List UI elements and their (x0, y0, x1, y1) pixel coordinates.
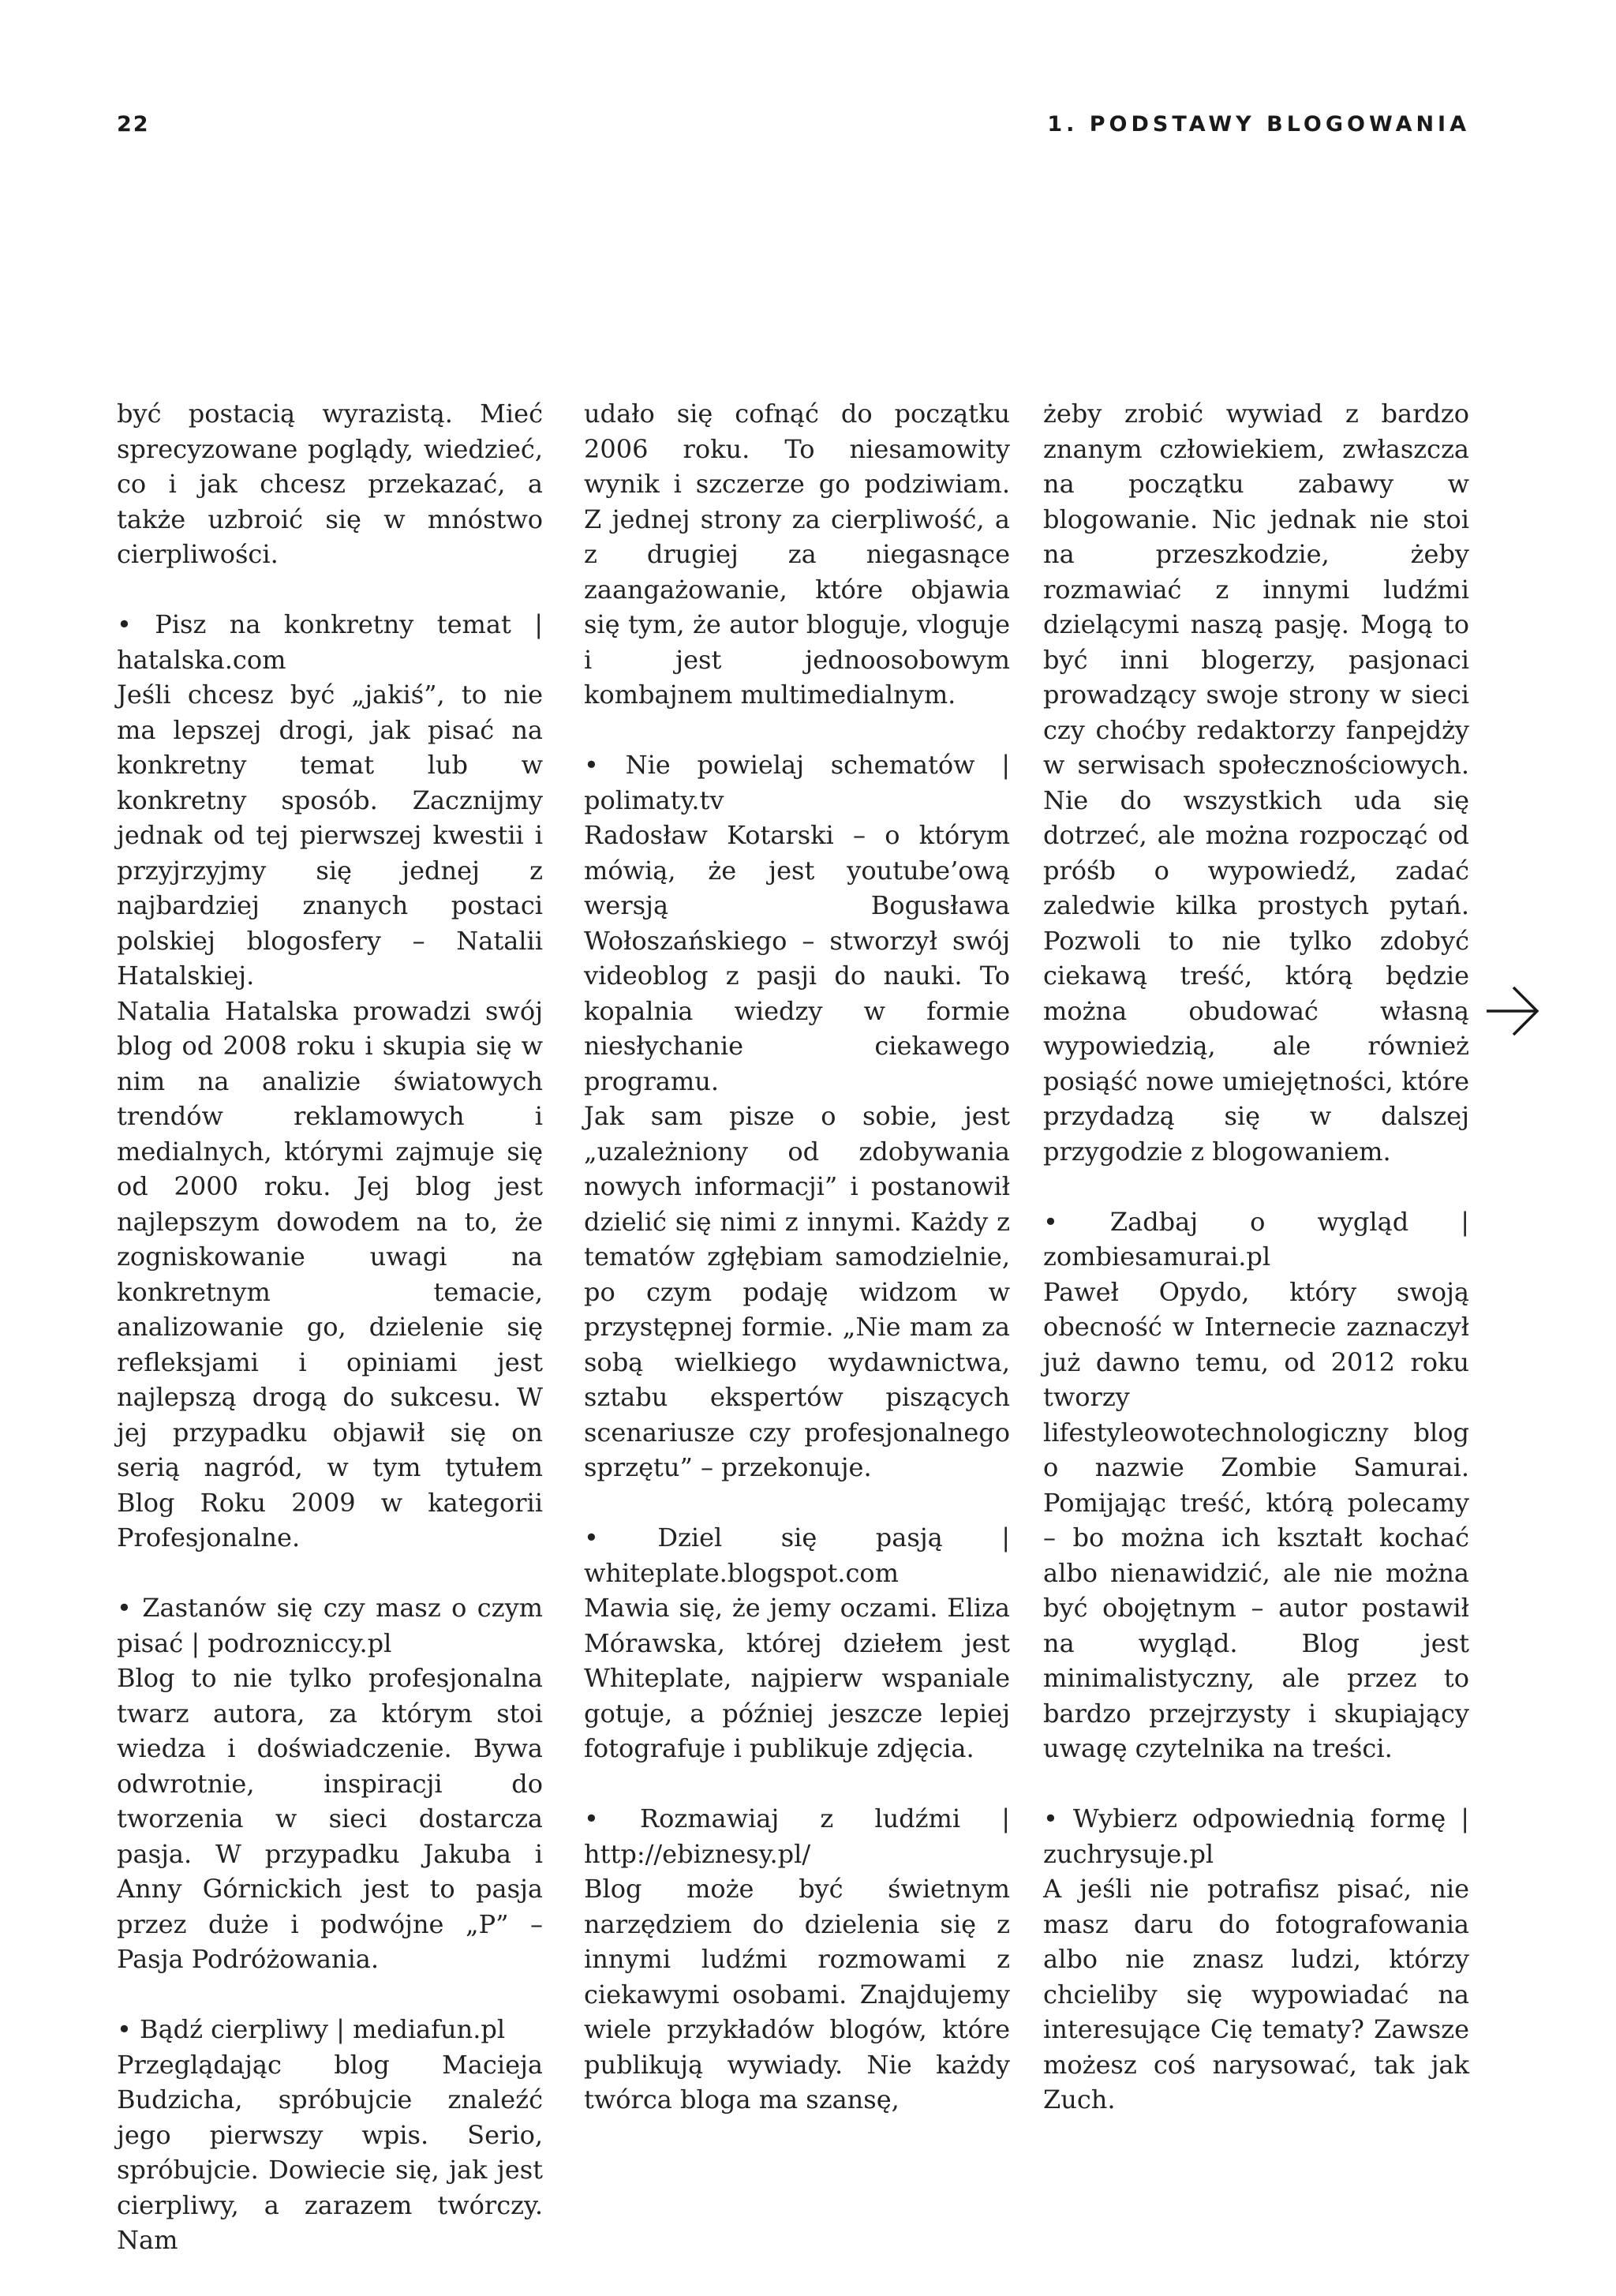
paragraph: żeby zrobić wywiad z bardzo znanym człowiekiem, zwłaszcza na początku zabawy w blogowanie. Nic jednak nie stoi na przeszkodzie, żeby rozmawiać z innymi ludźmi dzielącymi naszą pasję. Mogą to być inni blogerzy, pasjonaci prowadzący swoje strony w sieci czy choćby redaktorzy fanpejdży w serwisach społecznościowych. Nie do wszystkich uda się dotrzeć, ale można rozpocząć od próśb o wypowiedź, zadać zaledwie kilka prostych pytań. Pozwoli to nie tylko zdobyć ciekawą treść, którą będzie można obudować własną wypowiedzią, ale również posiąść nowe umiejętności, które przydadzą się w dalszej przygodzie z blogowaniem. (1043, 399, 1469, 1167)
section-heading: • Nie powielaj schematów | polimaty.tv (584, 750, 1010, 815)
paragraph-spacer (117, 572, 543, 608)
text-column-2 (584, 396, 1010, 2118)
paragraph: A jeśli nie potrafisz pisać, nie masz daru do fotografowania albo nie znasz ludzi, którzy chcieliby się wypowiadać na interesujące Cię tematy? Zawsze możesz coś narysować, tak jak Zuch. (1043, 1874, 1469, 2114)
paragraph: Blog to nie tylko profesjonalna twarz autora, za którym stoi wiedza i doświadczenie. Bywa odwrotnie, inspiracji do tworzenia w sieci dostarcza pasja. W przypadku Jakuba i Anny Górnickich jest to pasja przez duże i podwójne „P” – Pasja Podróżowania. (117, 1663, 543, 1974)
paragraph: Paweł Opydo, który swoją obecność w Internecie zaznaczył już dawno temu, od 2012 roku tworzy lifestyleowotechnologiczny blog o nazwie Zombie Samurai. Pomijając treść, którą polecamy – bo można ich kształt kochać albo nienawidzić, ale nie można być obojętnym – autor postawił na wygląd. Blog jest minimalistyczny, ale przez to bardzo przejrzysty i skupiający uwagę czytelnika na treści. (1043, 1276, 1469, 1763)
paragraph: być postacią wyrazistą. Mieć sprecyzowane poglądy, wiedzieć, co i jak chcesz przekazać, a także uzbroić się w mnóstwo cierpliwości. (117, 399, 543, 569)
paragraph-spacer (117, 1977, 543, 2013)
paragraph: Przeglądając blog Macieja Budzicha, spróbujcie znaleźć jego pierwszy wpis. Serio, spróbujcie. Dowiecie się, jak jest cierpliwy, a zarazem twórczy. Nam (117, 2049, 543, 2255)
paragraph-spacer (584, 1485, 1010, 1521)
section-heading: • Bądź cierpliwy | mediafun.pl (117, 2014, 506, 2044)
section-heading: • Zastanów się czy masz o czym pisać | podrozniccy.pl (117, 1593, 543, 1658)
section-heading: • Rozmawiaj z ludźmi | http://ebiznesy.pl/ (584, 1803, 1010, 1869)
section-heading: • Wybierz odpowiednią formę | zuchrysuje.pl (1043, 1803, 1469, 1869)
paragraph: Blog może być świetnym narzędziem do dzielenia się z innymi ludźmi rozmowami z ciekawymi osobami. Znajdujemy wiele przykładów blogów, które publikują wywiady. Nie każdy twórca bloga ma szansę, (584, 1874, 1010, 2114)
paragraph-spacer (1043, 1169, 1469, 1204)
paragraph-spacer (584, 713, 1010, 748)
paragraph-spacer (1043, 1766, 1469, 1802)
paragraph: Jak sam pisze o sobie, jest „uzależniony od zdobywania nowych informacji” i postanowił dzielić się nimi z innymi. Każdy z tematów zgłębiam samodzielnie, po czym podaję widzom w przystępnej formie. „Nie mam za sobą wielkiego wydawnictwa, sztabu ekspertów piszących scenariusze czy profesjonalnego sprzętu” – przekonuje. (584, 1101, 1010, 1482)
paragraph: Jeśli chcesz być „jakiś”, to nie ma lepszej drogi, jak pisać na konkretny temat lub w konkretny sposób. Zacznijmy jednak od tej pierwszej kwestii i przyjrzyjmy się jednej z najbardziej znanych postaci polskiej blogosfery – Natalii Hatalskiej. (117, 680, 543, 991)
paragraph: Radosław Kotarski – o którym mówią, że jest youtube’ową wersją Bogusława Wołoszańskiego – stworzył swój videoblog z pasji do nauki. To kopalnia wiedzy w formie niesłychanie ciekawego programu. (584, 820, 1010, 1096)
chapter-title: 1. PODSTAWY BLOGOWANIA (1047, 112, 1470, 137)
arrow-right-icon[interactable] (1485, 985, 1540, 1037)
section-heading: • Pisz na konkretny temat | hatalska.com (117, 609, 543, 675)
section-heading: • Dziel się pasją | whiteplate.blogspot.com (584, 1523, 1010, 1588)
paragraph: Natalia Hatalska prowadzi swój blog od 2008 roku i skupia się w nim na analizie światowych trendów reklamowych i medialnych, którymi zajmuje się od 2000 roku. Jej blog jest najlepszym dowodem na to, że zogniskowanie uwagi na konkretnym temacie, analizowanie go, dzielenie się refleksjami i opiniami jest najlepszą drogą do sukcesu. W jej przypadku objawił się on serią nagród, w tym tytułem Blog Roku 2009 w kategorii Profesjonalne. (117, 995, 543, 1553)
section-heading: • Zadbaj o wygląd | zombiesamurai.pl (1043, 1206, 1469, 1272)
text-column-3 (1043, 396, 1469, 2118)
paragraph: udało się cofnąć do początku 2006 roku. To niesamowity wynik i szczerze go podziwiam. Z jednej strony za cierpliwość, a z drugiej za niegasnące zaangażowanie, które objawia się tym, że autor bloguje, vloguje i jest jednoosobowym kombajnem multimedialnym. (584, 399, 1010, 710)
page-number: 22 (117, 112, 150, 137)
paragraph: Mawia się, że jemy oczami. Eliza Mórawska, której dziełem jest Whiteplate, najpierw wspaniale gotuje, a później jeszcze lepiej fotografuje i publikuje zdjęcia. (584, 1593, 1010, 1763)
paragraph-spacer (117, 1556, 543, 1591)
paragraph-spacer (584, 1766, 1010, 1802)
text-column-1 (117, 396, 543, 2258)
